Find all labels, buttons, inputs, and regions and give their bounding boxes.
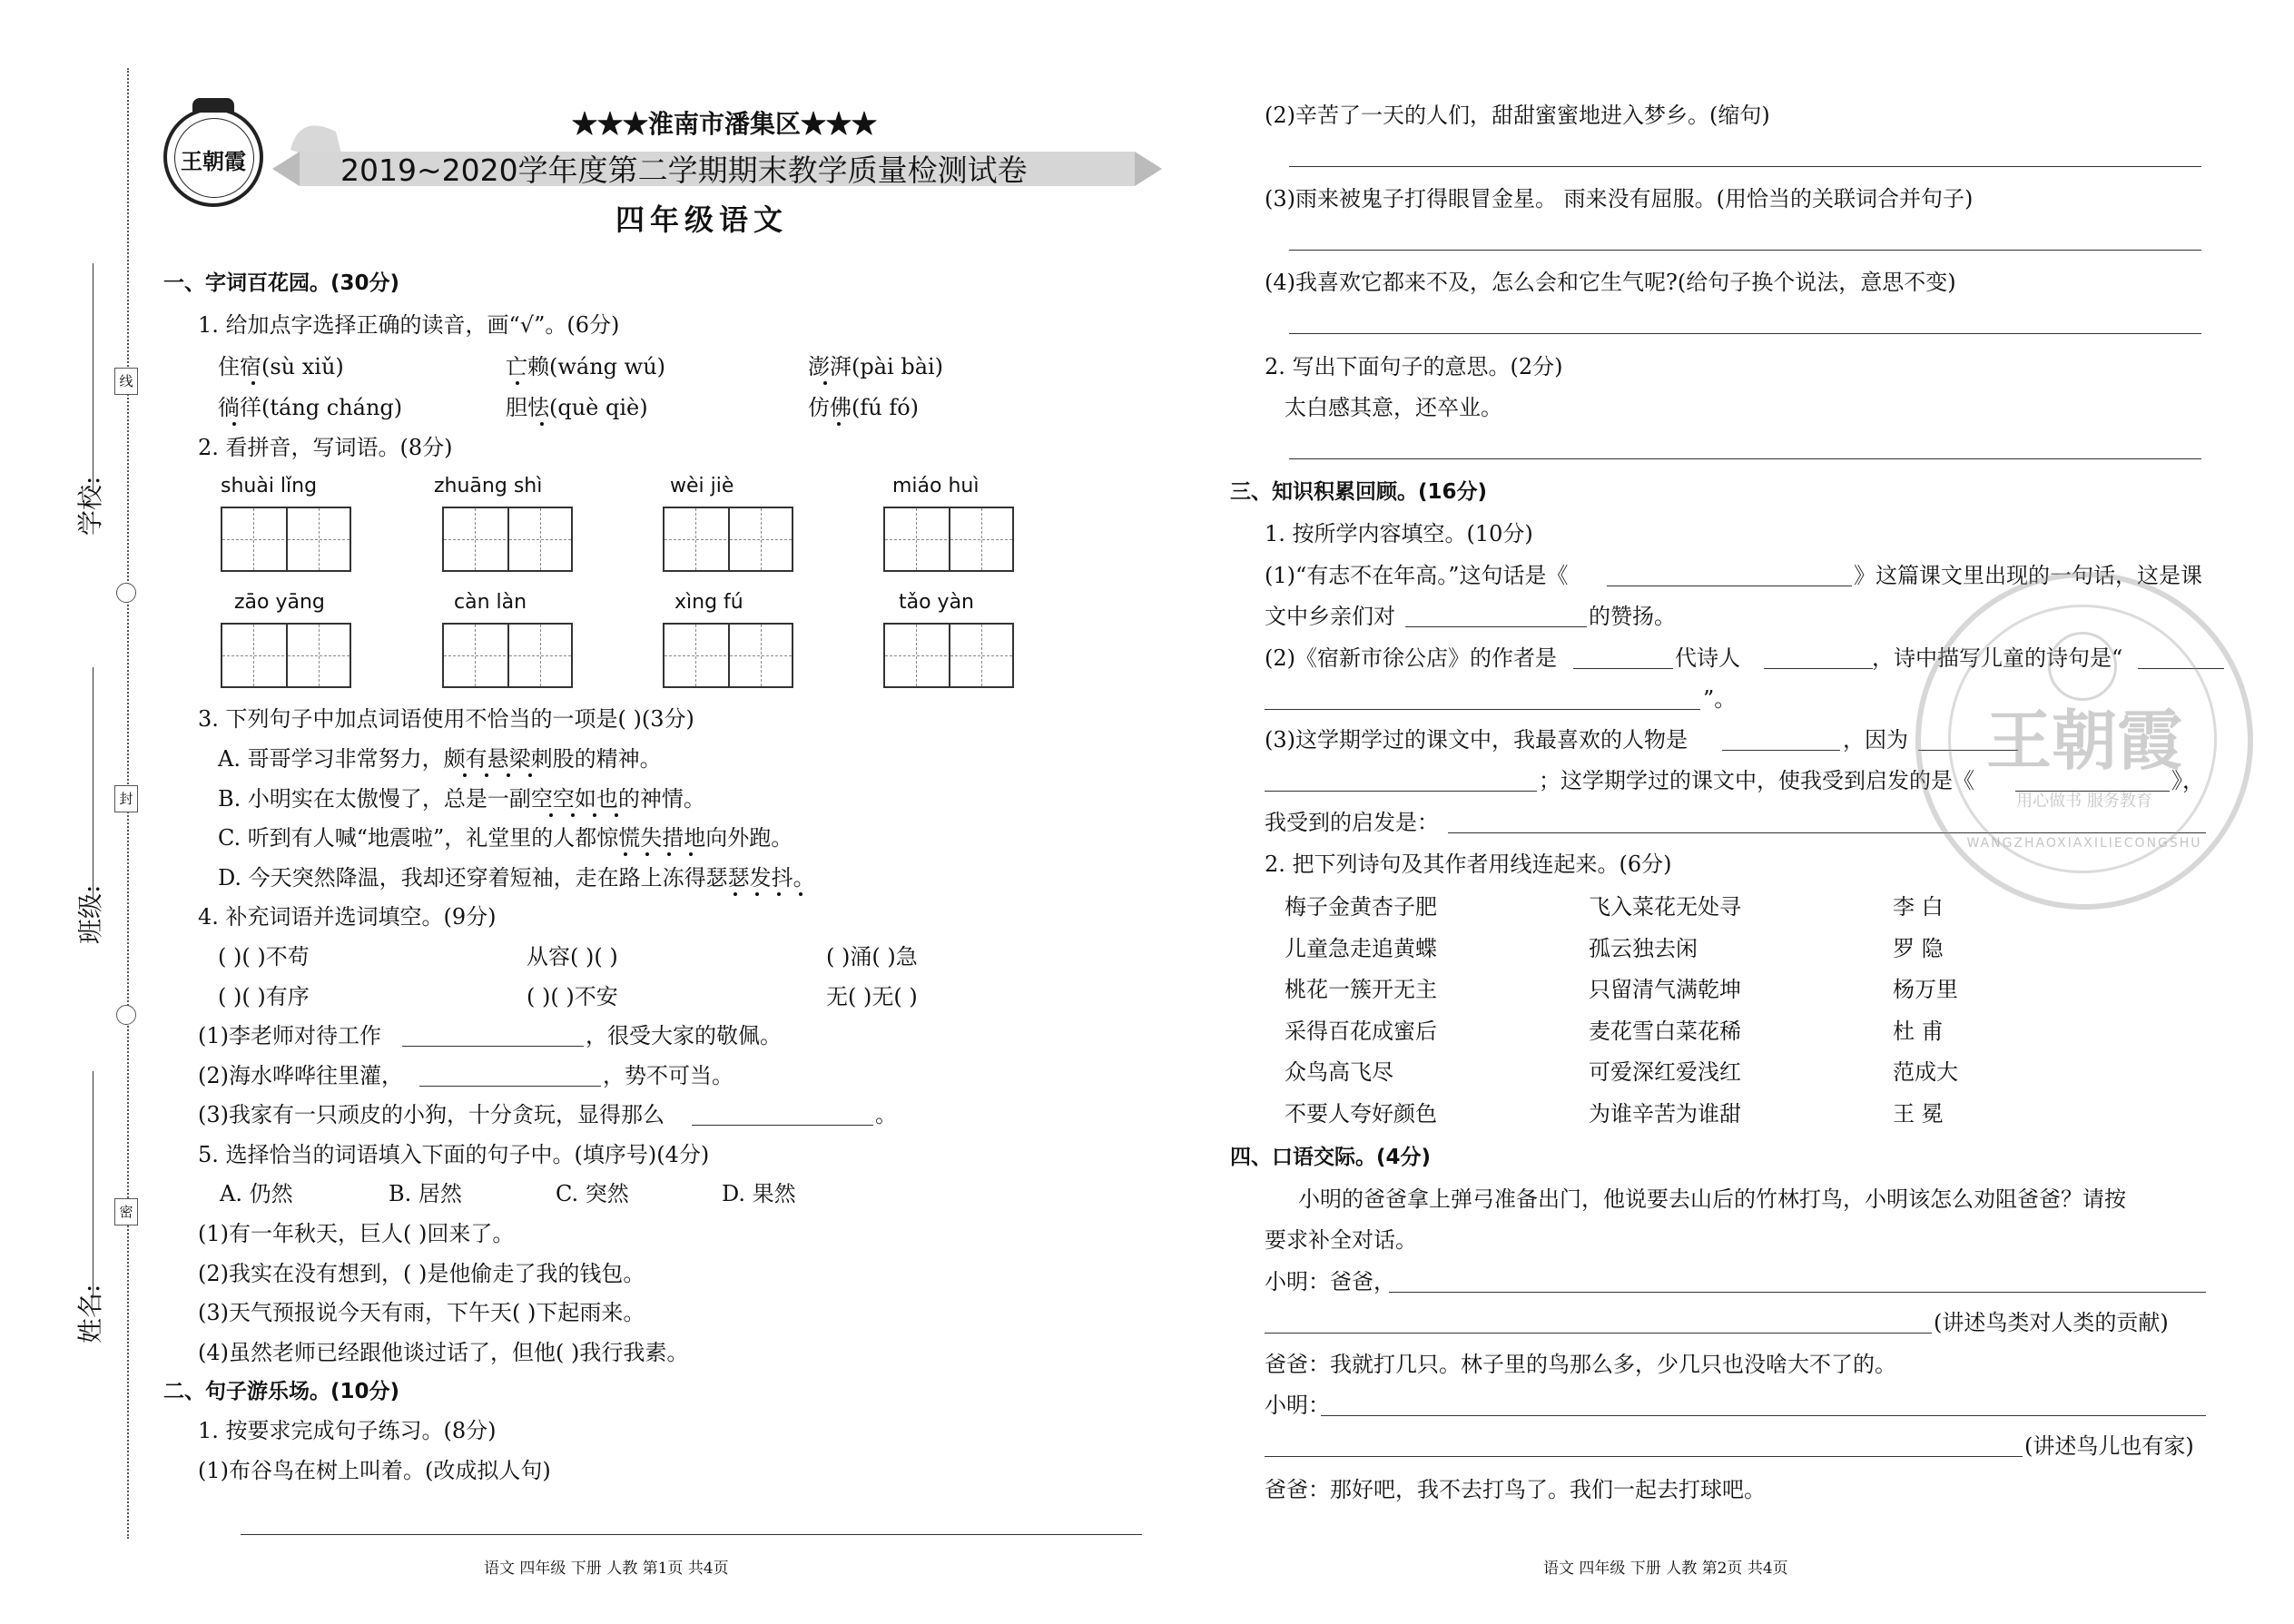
emphasis-dot — [615, 813, 618, 817]
writing-box[interactable] — [442, 623, 509, 688]
header-subject: 四年级语文 — [615, 202, 789, 237]
grid-guide — [222, 539, 284, 540]
q5-option: D. 果然 — [722, 1181, 796, 1206]
q3-text: 3. 下列句子中加点词语使用不恰当的一项是( )(3分) — [198, 706, 694, 732]
poem-line-first[interactable]: 不要人夸好颜色 — [1285, 1100, 1437, 1127]
r-classical-sentence: 太白感其意，还卒业。 — [1285, 395, 1502, 420]
fill-1d: 的赞扬。 — [1589, 604, 1676, 629]
emphasis-dot — [540, 422, 544, 426]
grid-guide — [730, 539, 792, 540]
dialog-dad-2: 爸爸：那好吧，我不去打鸟了。我们一起去打球吧。 — [1265, 1477, 1766, 1502]
q1-item: 徜徉(táng cháng) — [218, 395, 403, 420]
seal-mark-feng: 封 — [114, 785, 138, 812]
answer-line[interactable] — [1405, 626, 1587, 627]
grid-guide — [950, 539, 1012, 540]
poem-author[interactable]: 李 白 — [1893, 894, 1944, 920]
q1-item: 住宿(sù xiǔ) — [218, 354, 344, 379]
watermark-text: 王朝霞 — [1985, 702, 2182, 779]
binding-hole-icon — [116, 583, 136, 603]
writing-box[interactable] — [507, 623, 573, 688]
q2-pinyin: zhuāng shì — [434, 475, 543, 497]
answer-line[interactable] — [1289, 250, 2201, 251]
emphasis-dot — [516, 381, 519, 385]
q4-sentence-1b: ，很受大家的敬佩。 — [586, 1023, 782, 1048]
poem-author[interactable]: 杜 甫 — [1893, 1018, 1944, 1044]
grid-guide — [444, 655, 506, 656]
watermark-subtext: 用心做书 服务教育 — [2016, 792, 2152, 811]
seal-mark-mi: 密 — [114, 1198, 138, 1225]
school-line — [93, 263, 94, 490]
q5-item: (1)有一年秋天，巨人( )回来了。 — [198, 1221, 515, 1246]
watermark-portrait-icon — [2048, 632, 2117, 701]
s2-q1-text: 1. 按要求完成句子练习。(8分) — [198, 1418, 497, 1443]
grid-guide — [288, 539, 350, 540]
emphasis-dot — [528, 773, 532, 777]
dialog-note-2: (讲述鸟儿也有家) — [2024, 1433, 2194, 1459]
dialog-xiaoming-2: 小明： — [1265, 1393, 1330, 1418]
q5-text: 5. 选择恰当的词语填入下面的句子中。(填序号)(4分) — [198, 1142, 710, 1167]
q5-item: (4)虽然老师已经跟他谈过话了，但他( )我行我素。 — [198, 1340, 689, 1365]
grid-guide — [950, 655, 1012, 656]
poem-line-first[interactable]: 梅子金黄杏子肥 — [1285, 894, 1437, 920]
grid-guide — [665, 655, 726, 656]
answer-line[interactable] — [402, 1046, 584, 1047]
q2-pinyin: wèi jiè — [670, 475, 734, 497]
q3-option-c: C. 听到有人喊“地震啦”，礼堂里的人都惊慌失措地向外跑。 — [218, 825, 793, 851]
right-footer: 语文 四年级 下册 人教 第2页 共4页 — [1543, 1560, 1788, 1578]
q4-text: 4. 补充词语并选词填空。(9分) — [198, 904, 497, 930]
fill-3d: 》， — [2171, 768, 2204, 793]
q4-sentence-3a: (3)我家有一只顽皮的小狗，十分贪玩，显得那么 — [198, 1102, 665, 1127]
emphasis-dot — [689, 852, 693, 856]
q2-pinyin: shuài lǐng — [221, 475, 318, 497]
poem-author[interactable]: 罗 隐 — [1893, 935, 1944, 961]
q4-sentence-2a: (2)海水哗哗往里灌， — [198, 1063, 403, 1088]
emphasis-dot — [733, 892, 737, 896]
emphasis-dot — [232, 422, 236, 426]
q4-blank: 从容( )( ) — [527, 944, 618, 969]
answer-line[interactable] — [1764, 668, 1873, 669]
q4-sentence-3b: 。 — [875, 1102, 897, 1127]
poem-line-second[interactable]: 孤云独去闲 — [1589, 935, 1698, 961]
q4-sentence-2b: ，势不可当。 — [603, 1063, 733, 1088]
emphasis-dot — [251, 381, 255, 385]
header-title: 2019~2020学年度第二学期期末教学质量检测试卷 — [340, 153, 1028, 188]
answer-line[interactable] — [241, 1534, 1142, 1535]
s2-q1a-text: (1)布谷鸟在树上叫着。(改成拟人句) — [198, 1458, 551, 1483]
logo-crown-icon — [192, 98, 234, 113]
fill-3e: 我受到的启发是： — [1265, 810, 1439, 835]
class-label: 班级: — [75, 884, 105, 944]
writing-box[interactable] — [883, 507, 950, 572]
writing-box[interactable] — [286, 623, 351, 688]
q5-option: B. 居然 — [389, 1181, 462, 1206]
answer-line[interactable] — [1389, 1292, 2206, 1293]
grid-guide — [509, 539, 571, 540]
name-line — [93, 1071, 94, 1298]
q4-blank: ( )( )不安 — [527, 984, 618, 1009]
watermark-stamp — [1915, 572, 2253, 910]
emphasis-dot — [463, 773, 467, 777]
fill-1b: 》这篇课文里出现的一句话，这是课 — [1854, 563, 2202, 588]
grid-guide — [665, 539, 726, 540]
writing-box[interactable] — [286, 507, 351, 572]
q5-option: C. 突然 — [556, 1181, 629, 1206]
class-line — [93, 667, 94, 899]
poem-line-second[interactable]: 只留清气满乾坤 — [1589, 977, 1741, 1002]
s3-q1-text: 1. 按所学内容填空。(10分) — [1265, 521, 1533, 546]
grid-guide — [730, 655, 792, 656]
emphasis-dot — [667, 852, 671, 856]
poem-line-first[interactable]: 儿童急走追黄蝶 — [1285, 935, 1437, 961]
poem-line-first[interactable]: 采得百花成蜜后 — [1285, 1018, 1437, 1044]
q4-blank: ( )( )有序 — [218, 984, 310, 1009]
answer-line[interactable] — [1722, 750, 1840, 751]
emphasis-dot — [485, 773, 488, 777]
q1-text: 1. 给加点字选择正确的读音，画“√”。(6分) — [198, 312, 620, 338]
emphasis-dot — [624, 852, 627, 856]
r-q2-text: (2)辛苦了一天的人们，甜甜蜜蜜地进入梦乡。(缩句) — [1265, 103, 1770, 128]
poem-line-second[interactable]: 麦花雪白菜花稀 — [1589, 1018, 1741, 1044]
fill-2b: 代诗人 — [1675, 645, 1740, 671]
q2-text: 2. 看拼音，写词语。(8分) — [198, 435, 453, 460]
grid-guide — [885, 655, 947, 656]
answer-line[interactable] — [1573, 668, 1673, 669]
school-label: 学校: — [75, 476, 105, 536]
poem-line-second[interactable]: 飞入菜花无处寻 — [1589, 894, 1741, 920]
writing-box[interactable] — [221, 623, 288, 688]
poem-author[interactable]: 王 冕 — [1893, 1100, 1944, 1127]
writing-box[interactable] — [949, 623, 1014, 688]
answer-line[interactable] — [1265, 1333, 1932, 1334]
r-q4-text: (4)我喜欢它都来不及，怎么会和它生气呢?(给句子换个说法，意思不变) — [1265, 270, 1956, 295]
writing-box[interactable] — [949, 507, 1014, 572]
q2-pinyin: càn làn — [454, 591, 527, 614]
q1-item: 胆怯(què qiè) — [506, 395, 648, 420]
answer-line[interactable] — [419, 1086, 601, 1087]
writing-box[interactable] — [883, 623, 950, 688]
grid-guide — [885, 539, 947, 540]
logo-text: 王朝霞 — [181, 148, 246, 174]
fill-3c: ；这学期学过的课文中，使我受到启发的是《 — [1539, 768, 1974, 793]
answer-line[interactable] — [692, 1125, 873, 1126]
fill-3b: ，因为 — [1843, 727, 1908, 753]
answer-line[interactable] — [1289, 333, 2201, 334]
poem-line-second[interactable]: 为谁辛苦为谁甜 — [1589, 1100, 1741, 1127]
grid-guide — [288, 655, 350, 656]
s3-q2-text: 2. 把下列诗句及其作者用线连起来。(6分) — [1265, 851, 1672, 877]
q5-item: (2)我实在没有想到，( )是他偷走了我的钱包。 — [198, 1261, 645, 1286]
writing-box[interactable] — [663, 623, 730, 688]
name-label: 姓名: — [75, 1284, 105, 1343]
q3-option-d: D. 今天突然降温，我却还穿着短袖，走在路上冻得瑟瑟发抖。 — [218, 865, 815, 891]
poem-line-first[interactable]: 众鸟高飞尽 — [1285, 1059, 1393, 1085]
header-region: ★★★淮南市潘集区★★★ — [572, 109, 878, 139]
dialog-xiaoming-1: 小明：爸爸， — [1265, 1269, 1395, 1294]
grid-guide — [509, 655, 571, 656]
writing-box[interactable] — [507, 507, 573, 572]
emphasis-dot — [755, 892, 759, 896]
q1-item: 仿佛(fú fó) — [808, 395, 920, 420]
section-1-title: 一、字词百花园。(30分) — [163, 271, 400, 295]
q1-item: 澎湃(pài bài) — [808, 354, 944, 379]
section-4-title: 四、口语交际。(4分) — [1230, 1146, 1432, 1169]
dialog-dad-1: 爸爸：我就打几只。林子里的鸟那么多，少几只也没啥大不了的。 — [1265, 1352, 1896, 1377]
fill-2a: (2)《宿新市徐公店》的作者是 — [1265, 645, 1557, 671]
watermark-ring-text: WANGZHAOXIAXILIECONGSHU — [1966, 836, 2202, 851]
r-q3-text: (3)雨来被鬼子打得眼冒金星。 雨来没有屈服。(用恰当的关联词合并句子) — [1265, 186, 1974, 212]
emphasis-dot — [777, 892, 781, 896]
writing-box[interactable] — [221, 507, 288, 572]
fill-1a: (1)“有志不在年高。”这句话是《 — [1265, 563, 1569, 588]
answer-line[interactable] — [1289, 458, 2201, 459]
fill-2c: ，诗中描写儿童的诗句是“ — [1872, 645, 2123, 671]
logo-badge — [163, 107, 263, 207]
emphasis-dot — [645, 852, 649, 856]
section-2-title: 二、句子游乐场。(10分) — [163, 1380, 400, 1403]
fill-3a: (3)这学期学过的课文中，我最喜欢的人物是 — [1265, 727, 1688, 753]
q5-item: (3)天气预报说今天有雨，下午天( )下起雨来。 — [198, 1300, 645, 1325]
writing-box[interactable] — [728, 623, 793, 688]
q4-blank: ( )( )不苟 — [218, 944, 310, 969]
q3-option-b: B. 小明实在太傲慢了，总是一副空空如也的神情。 — [218, 786, 705, 812]
q2-pinyin: tǎo yàn — [899, 591, 975, 614]
r-s2q2-text: 2. 写出下面句子的意思。(2分) — [1265, 354, 1563, 379]
grid-guide — [222, 655, 284, 656]
q2-pinyin: zāo yāng — [234, 591, 325, 614]
fill-2d: ”。 — [1703, 686, 1737, 712]
q4-blank: ( )涌( )急 — [826, 944, 918, 969]
poem-author[interactable]: 范成大 — [1893, 1059, 1958, 1085]
answer-line[interactable] — [1289, 166, 2201, 167]
answer-line[interactable] — [1265, 791, 1537, 792]
q4-blank: 无( )无( ) — [826, 984, 918, 1009]
s4-prompt-1: 小明的爸爸拿上弹弓准备出门，他说要去山后的竹林打鸟，小明该怎么劝阻爸爸？请按 — [1298, 1186, 2126, 1212]
fill-1c: 文中乡亲们对 — [1265, 604, 1395, 629]
emphasis-dot — [837, 422, 841, 426]
emphasis-dot — [823, 381, 827, 385]
poem-line-second[interactable]: 可爱深红爱浅红 — [1589, 1059, 1741, 1085]
binding-hole-icon — [116, 1005, 136, 1025]
answer-line[interactable] — [1321, 1415, 2206, 1416]
q2-pinyin: xìng fú — [674, 591, 743, 614]
q3-option-a: A. 哥哥学习非常努力，颇有悬梁刺股的精神。 — [218, 746, 662, 772]
emphasis-dot — [549, 813, 553, 817]
seal-mark-xian: 线 — [114, 368, 138, 395]
answer-line[interactable] — [1265, 709, 1700, 710]
emphasis-dot — [507, 773, 510, 777]
q1-item: 亡赖(wáng wú) — [506, 354, 666, 379]
s4-prompt-2: 要求补全对话。 — [1265, 1227, 1417, 1253]
dialog-note-1: (讲述鸟类对人类的贡献) — [1934, 1310, 2169, 1335]
q4-sentence-1a: (1)李老师对待工作 — [198, 1023, 381, 1048]
writing-box[interactable] — [728, 507, 793, 572]
writing-box[interactable] — [663, 507, 730, 572]
poem-line-first[interactable]: 桃花一簇开无主 — [1285, 977, 1437, 1002]
answer-line[interactable] — [1265, 1456, 2023, 1457]
section-3-title: 三、知识积累回顾。(16分) — [1230, 480, 1488, 504]
left-footer: 语文 四年级 下册 人教 第1页 共4页 — [484, 1560, 729, 1578]
grid-guide — [444, 539, 506, 540]
q5-option: A. 仍然 — [220, 1181, 293, 1206]
poem-author[interactable]: 杨万里 — [1893, 977, 1958, 1002]
emphasis-dot — [571, 813, 575, 817]
writing-box[interactable] — [442, 507, 509, 572]
q2-pinyin: miáo huì — [892, 475, 980, 497]
emphasis-dot — [593, 813, 596, 817]
emphasis-dot — [799, 892, 802, 896]
